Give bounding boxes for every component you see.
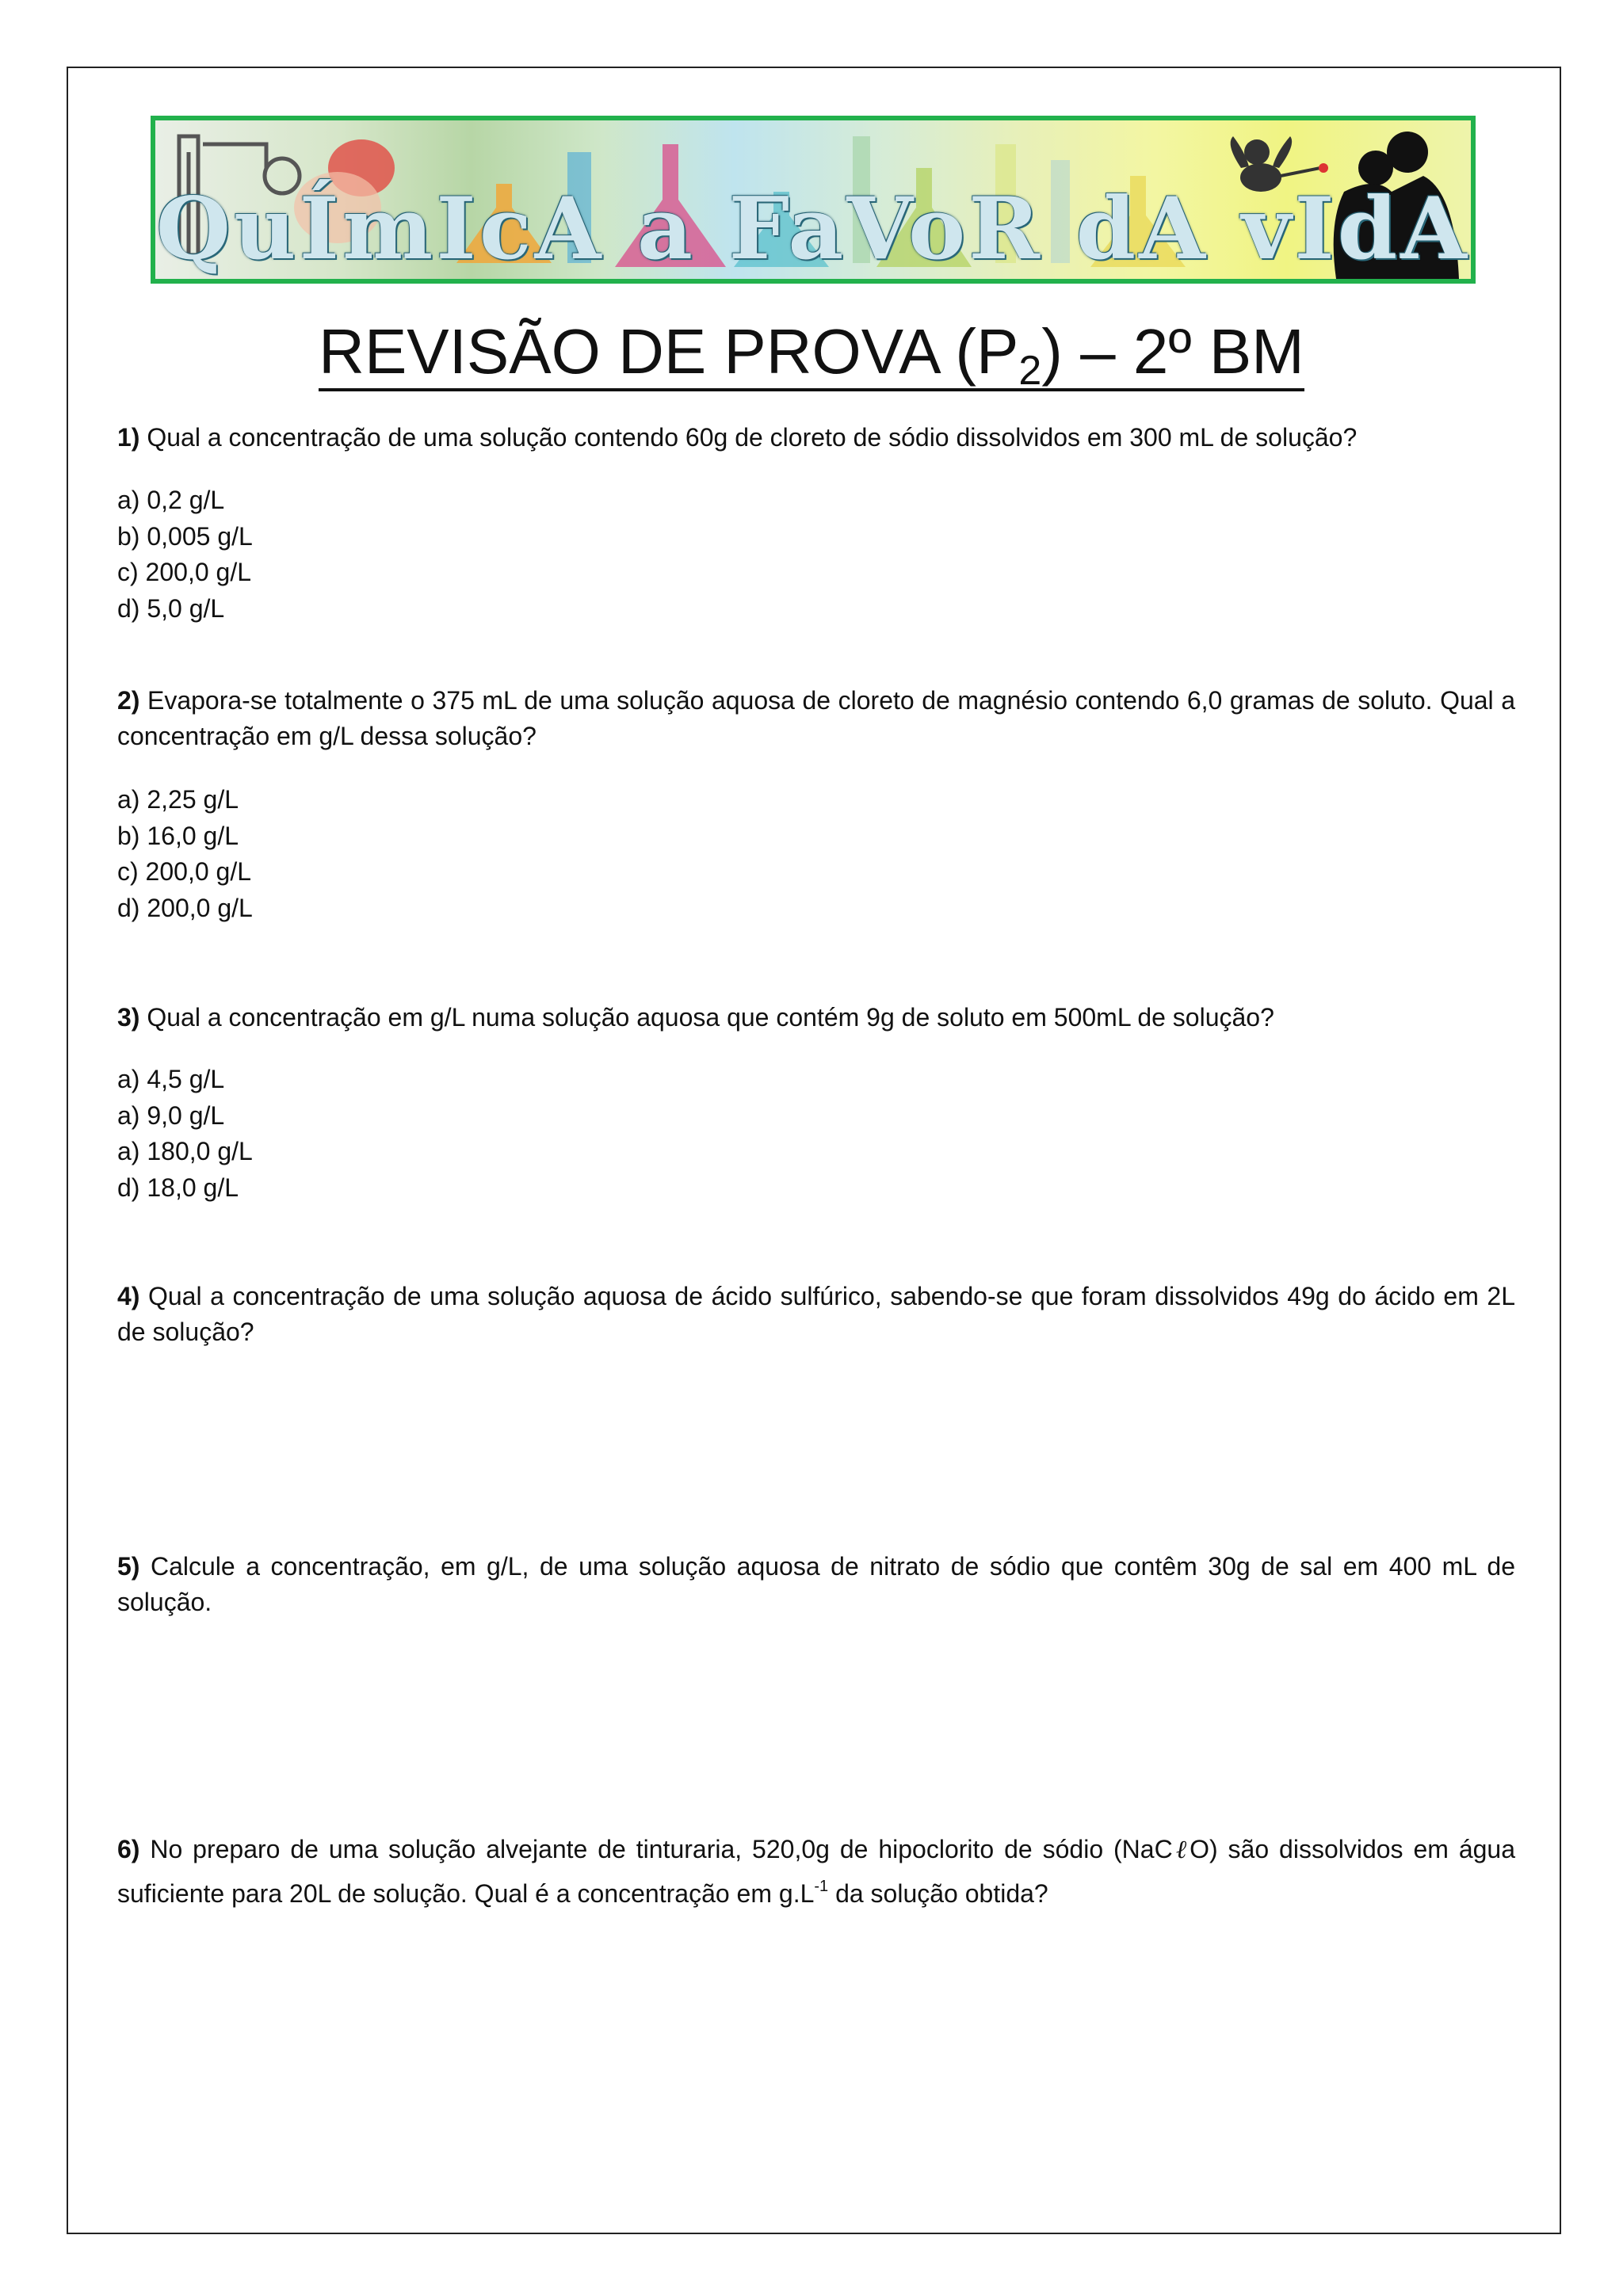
- question-text: No preparo de uma solução alvejante de tinturaria, 520,0g de hipoclorito de sódio (NaC: [139, 1835, 1173, 1863]
- question-3-options: [117, 1062, 253, 1206]
- question-4: [117, 1279, 1515, 1350]
- question-1: [117, 420, 1515, 456]
- option-d: d) 200,0 g/L: [117, 893, 253, 922]
- exponent: -1: [814, 1878, 829, 1895]
- question-number: 5): [117, 1552, 140, 1581]
- option-d: d) 5,0 g/L: [117, 593, 225, 623]
- question-text: Calcule a concentração, em g/L, de uma solução aquosa de nitrato de sódio que contêm 30g de sal em 400 mL de solução.: [117, 1552, 1515, 1616]
- question-text: Qual a concentração de uma solução aquosa de ácido sulfúrico, sabendo-se que foram dissolvidos 49g do ácido em 2L de solução?: [117, 1282, 1515, 1346]
- question-2-options: [117, 782, 253, 926]
- question-number: 3): [117, 1003, 140, 1032]
- option-c: a) 180,0 g/L: [117, 1137, 253, 1165]
- question-text: Qual a concentração em g/L numa solução aquosa que contém 9g de soluto em 500mL de solução?: [139, 1003, 1274, 1032]
- option-d: d) 18,0 g/L: [117, 1173, 239, 1202]
- question-number: 4): [117, 1282, 140, 1310]
- option-a: a) 2,25 g/L: [117, 785, 239, 814]
- option-c: c) 200,0 g/L: [117, 558, 251, 586]
- option-b: a) 9,0 g/L: [117, 1100, 225, 1130]
- banner-logo-text: QuÍmIcA a FaVoR dA vIdA: [155, 179, 1471, 279]
- option-a: a) 0,2 g/L: [117, 486, 225, 514]
- question-1-options: [117, 482, 253, 627]
- page-title: REVISÃO DE PROVA $(P_2)$ – 2º BM: [319, 316, 1304, 394]
- question-5: [117, 1549, 1515, 1620]
- question-2: [117, 683, 1515, 754]
- option-c: c) 200,0 g/L: [117, 857, 251, 886]
- header-banner: [151, 116, 1476, 284]
- question-number: 1): [117, 423, 140, 452]
- chlorine-symbol: ℓ: [1172, 1835, 1190, 1863]
- option-a: a) 4,5 g/L: [117, 1065, 225, 1093]
- option-b: b) 16,0 g/L: [117, 821, 239, 850]
- question-6: 6) No preparo de uma solução alvejante de tinturaria, 520,0g de hipoclorito de sódio (NaCℓO) são dissolvidos em água suficiente para 20L de solução. Qual é a concentração em $g.L^{-1}$ da solução obtida?: [117, 1835, 1516, 1908]
- question-text: Qual a concentração de uma solução contendo 60g de cloreto de sódio dissolvidos em 300 mL de solução?: [139, 423, 1358, 452]
- question-3: [117, 1000, 1515, 1035]
- question-number: 2): [117, 686, 140, 715]
- option-b: b) 0,005 g/L: [117, 521, 253, 551]
- question-number: 6): [117, 1835, 140, 1863]
- question-text: Evapora-se totalmente o 375 mL de uma solução aquosa de cloreto de magnésio contendo 6,0 gramas de soluto. Qual a concentração em g/L dessa solução?: [117, 686, 1515, 750]
